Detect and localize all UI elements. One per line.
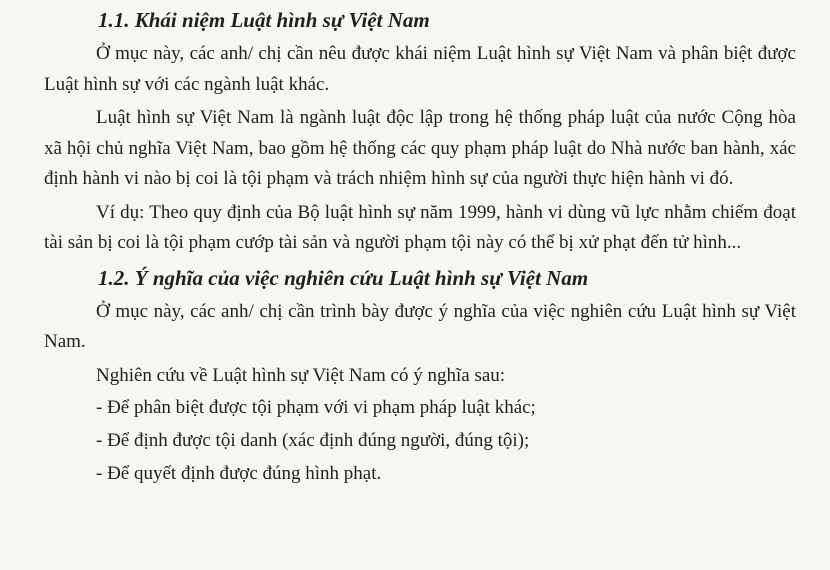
paragraph-1-1-example: Ví dụ: Theo quy định của Bộ luật hình sự năm 1999, hành vi dùng vũ lực nhằm chiếm đoạt tài sản bị coi là tội phạm cướp tài sản và người phạm tội này có thể bị xử phạt đến tử hình... [44, 201, 796, 253]
paragraph-1-2-intro: Ở mục này, các anh/ chị cần trình bày được ý nghĩa của việc nghiên cứu Luật hình sự Việt Nam. [44, 300, 796, 352]
paragraph-1-1-intro: Ở mục này, các anh/ chị cần nêu được khái niệm Luật hình sự Việt Nam và phân biệt được Luật hình sự với các ngành luật khác. [44, 43, 796, 95]
section-heading-1-2: 1.2. Ý nghĩa của việc nghiên cứu Luật hình sự Việt Nam [98, 265, 589, 290]
list-item: - Để quyết định được đúng hình phạt. [96, 463, 382, 484]
section-heading-1-1: 1.1. Khái niệm Luật hình sự Việt Nam [98, 8, 430, 32]
significance-list [44, 391, 796, 490]
list-item: - Để phân biệt được tội phạm với vi phạm pháp luật khác; [96, 397, 536, 418]
paragraph-1-2-lead: Nghiên cứu về Luật hình sự Việt Nam có ý nghĩa sau: [96, 364, 506, 386]
paragraph-1-1-definition: Luật hình sự Việt Nam là ngành luật độc lập trong hệ thống pháp luật của nước Cộng hòa xã hội chủ nghĩa Việt Nam, bao gồm hệ thống các quy phạm pháp luật do Nhà nước ban hành, xác định hành vi nào bị coi là tội phạm và trách nhiệm hình sự của người thực hiện hành vi đó. [44, 107, 796, 189]
list-item: - Để định được tội danh (xác định đúng người, đúng tội); [96, 430, 530, 451]
